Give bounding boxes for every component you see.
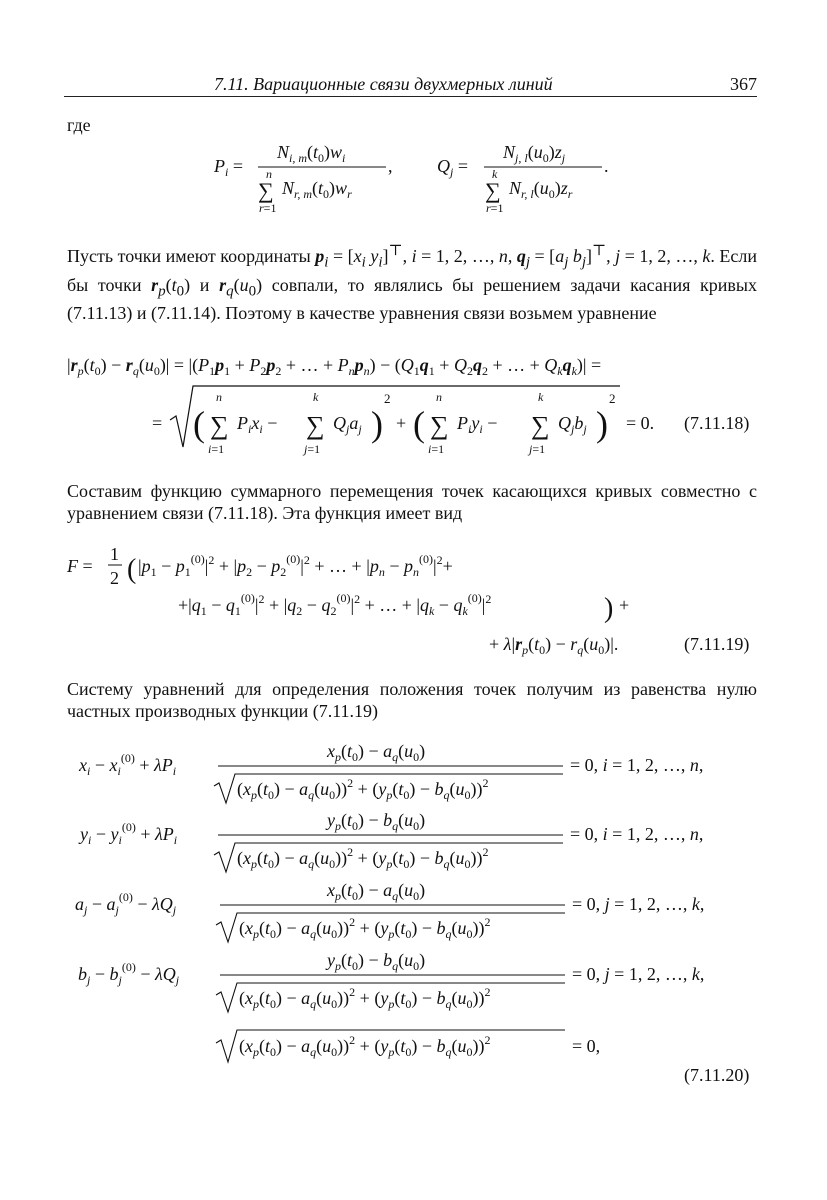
svg-text:=: = (152, 413, 163, 433)
svg-text:= 0, i = 1, 2, …, n,: = 0, i = 1, 2, …, n, (570, 824, 704, 844)
svg-text:yp(t0) − bq(u0): $y_p(t_0) - b_q(u_0)$ (327, 810, 426, 833)
svg-text:Nr, l(u0)zr: $N_{r, l}(u_0)z_r$ (509, 178, 573, 201)
svg-text:n: n (436, 390, 442, 404)
svg-text:(xp(t0) − aq(u0))2 + (yp(t0) −: $(x_p(t_0) - a_q(u_0))^2 + (y_p(t_0) - b_q(u_0))^2$ (237, 845, 489, 871)
svg-text:∑: ∑ (531, 411, 550, 440)
svg-text:2: 2 (110, 568, 119, 588)
svg-text:yp(t0) − bq(u0): $y_p(t_0) - b_q(u_0)$ (327, 950, 426, 973)
svg-text:(xp(t0) − aq(u0))2 + (yp(t0) −: $(x_p(t_0) - a_q(u_0))^2 + (y_p(t_0) - b_q(u_0))^2$ (239, 915, 491, 941)
svg-text:(: ( (193, 404, 205, 444)
equation-7-11-18 (67, 355, 749, 456)
eq-label-20: (7.11.20) (684, 1065, 750, 1085)
svg-text:F =: F = (67, 556, 93, 576)
svg-text:yi − yi(0) + λPi: $y_i - y_i^{(0)} + \lambda P_i$ (80, 820, 178, 847)
svg-text:+|q1 − q1(0)|2 + |q2 − q2(0)|2: $+|q_1 - q_1^{(0)}|^2 + |q_2 - q_2^{(0)}|^2$ + … + $|q_k - q_k^{(0)}|^2$ (178, 591, 492, 618)
svg-text:Pixi −: $P_ix_i$ − (237, 413, 278, 436)
svg-text:(: ( (413, 404, 425, 444)
paragraph-2: Составим функцию суммарного перемещения точек касающихся кривых совместно с уравнением связи (7.11.18). Эта функция имеет вид (67, 481, 757, 523)
svg-text:1: 1 (110, 544, 119, 564)
svg-text:Qjbj: $Q_jb_j$ (558, 413, 587, 436)
svg-text:∑: ∑ (485, 178, 501, 203)
svg-text:k: k (313, 390, 319, 404)
svg-text:n: n (216, 390, 222, 404)
svg-text:xi − xi(0) + λPi: $x_i - x_i^{(0)} + \lambda P_i$ (79, 751, 177, 778)
paragraph-1: Пусть точки имеют координаты $p_i = [x_i$ $y_i]^⊤$, i = 1, 2, …, n, $q_j = [a_j$ $b_j]^⊤$, j = 1, 2, …, k. Если бы точки $r_p(t_0)$ и $r_q(u_0)$ совпали, то являлись бы решением задачи касания кривых (7.11.13) и (7.11.14). Поэтому в качестве уравнения связи возьмем уравнение (67, 243, 757, 324)
paragraph-3: Систему уравнений для определения положения точек получим из равенства нулю частных производных функции (7.11.19) (67, 679, 757, 721)
svg-text:= 0.: = 0. (626, 413, 655, 433)
svg-text:i=1: i=1 (428, 442, 445, 456)
svg-text:i=1: i=1 (208, 442, 225, 456)
svg-text:r=1: r=1 (486, 201, 504, 215)
svg-text:,: , (388, 156, 393, 176)
svg-text:∑: ∑ (258, 178, 274, 203)
svg-text:Nr, m(t0)wr: $N_{r, m}(t_0)w_r$ (282, 178, 352, 201)
svg-text:k: k (538, 390, 544, 404)
svg-text:Piyi −: $P_iy_i$ − (457, 413, 498, 436)
svg-text:bj − bj(0) − λQj: $b_j - b_j^{(0)} - \lambda Q_j$ (78, 960, 180, 987)
svg-text:): ) (604, 593, 614, 624)
svg-text:= 0, j = 1, 2, …, k,: = 0, j = 1, 2, …, k, (572, 894, 705, 914)
eq-label-19: (7.11.19) (684, 634, 750, 654)
page-number: 367 (730, 74, 757, 94)
svg-text:xp(t0) − aq(u0): $x_p(t_0) - a_q(u_0)$ (327, 741, 426, 764)
svg-text:Qjaj: $Q_ja_j$ (333, 413, 362, 436)
svg-text:(xp(t0) − aq(u0))2 + (yp(t0) −: $(x_p(t_0) - a_q(u_0))^2 + (y_p(t_0) - b_q(u_0))^2$ (239, 1033, 491, 1059)
svg-text:r=1: r=1 (259, 201, 277, 215)
svg-text:Ni, m(t0)wi: $N_{i, m}(t_0)w_i$ (277, 142, 346, 165)
svg-text:2: 2 (384, 391, 391, 406)
svg-text:Pi =: $P_i$ = (214, 156, 243, 179)
svg-text:(xp(t0) − aq(u0))2 + (yp(t0) −: $(x_p(t_0) - a_q(u_0))^2 + (y_p(t_0) - b_q(u_0))^2$ (239, 985, 491, 1011)
svg-text:): ) (596, 404, 608, 444)
svg-text:+ λ|rp(t0) − rq(u0)|.: + $\lambda|r_p(t_0) - r_q(u_0)|$. (489, 634, 619, 657)
eq-label-18: (7.11.18) (684, 413, 750, 433)
weights-formula (213, 142, 609, 215)
svg-text:+: + (619, 595, 630, 615)
svg-text:xp(t0) − aq(u0): $x_p(t_0) - a_q(u_0)$ (327, 880, 426, 903)
svg-text:|rp(t0) − rq(u0)| = |(P1p1 + P: $|r_p(t_0) - r_q(u_0)| = |(P_1p_1 + P_2p_2$ + … + $P_np_n) - (Q_1q_1 + Q_2q_2$ + … + $Q_kq_k)|$ = (67, 355, 602, 378)
svg-text:j=1: j=1 (529, 442, 546, 456)
equation-system-7-11-20 (75, 741, 749, 1086)
intro-word: где (67, 115, 91, 135)
svg-text:2: 2 (609, 391, 616, 406)
svg-text:Qj =: $Q_j$ = (437, 156, 468, 179)
svg-text:∑: ∑ (306, 411, 325, 440)
svg-text:j=1: j=1 (304, 442, 321, 456)
svg-text:(xp(t0) − aq(u0))2 + (yp(t0) −: $(x_p(t_0) - a_q(u_0))^2 + (y_p(t_0) - b_q(u_0))^2$ (237, 776, 489, 802)
svg-text:.: . (604, 156, 609, 176)
svg-text:∑: ∑ (430, 411, 449, 440)
header-title: 7.11. Вариационные связи двухмерных линий (214, 74, 553, 94)
svg-text:Nj, l(u0)zj: $N_{j, l}(u_0)z_j$ (503, 142, 566, 165)
equation-7-11-19 (66, 544, 749, 657)
svg-text:= 0, i = 1, 2, …, n,: = 0, i = 1, 2, …, n, (570, 755, 704, 775)
svg-text:∑: ∑ (210, 411, 229, 440)
svg-text:(: ( (127, 554, 137, 585)
svg-text:n: n (266, 167, 272, 181)
svg-text:|p1 − p1(0)|2 + |p2 − p2(0)|2: $|p_1 - p_1^{(0)}|^2 + |p_2 - p_2^{(0)}|^2$ + … + $|p_n - p_n^{(0)}|^2+$ (138, 552, 453, 579)
svg-text:): ) (371, 404, 383, 444)
svg-text:+: + (396, 413, 407, 433)
svg-text:k: k (492, 167, 498, 181)
svg-text:= 0,: = 0, (572, 1036, 601, 1056)
svg-text:aj − aj(0) − λQj: $a_j - a_j^{(0)} - \lambda Q_j$ (75, 890, 177, 917)
svg-text:= 0, j = 1, 2, …, k,: = 0, j = 1, 2, …, k, (572, 964, 705, 984)
